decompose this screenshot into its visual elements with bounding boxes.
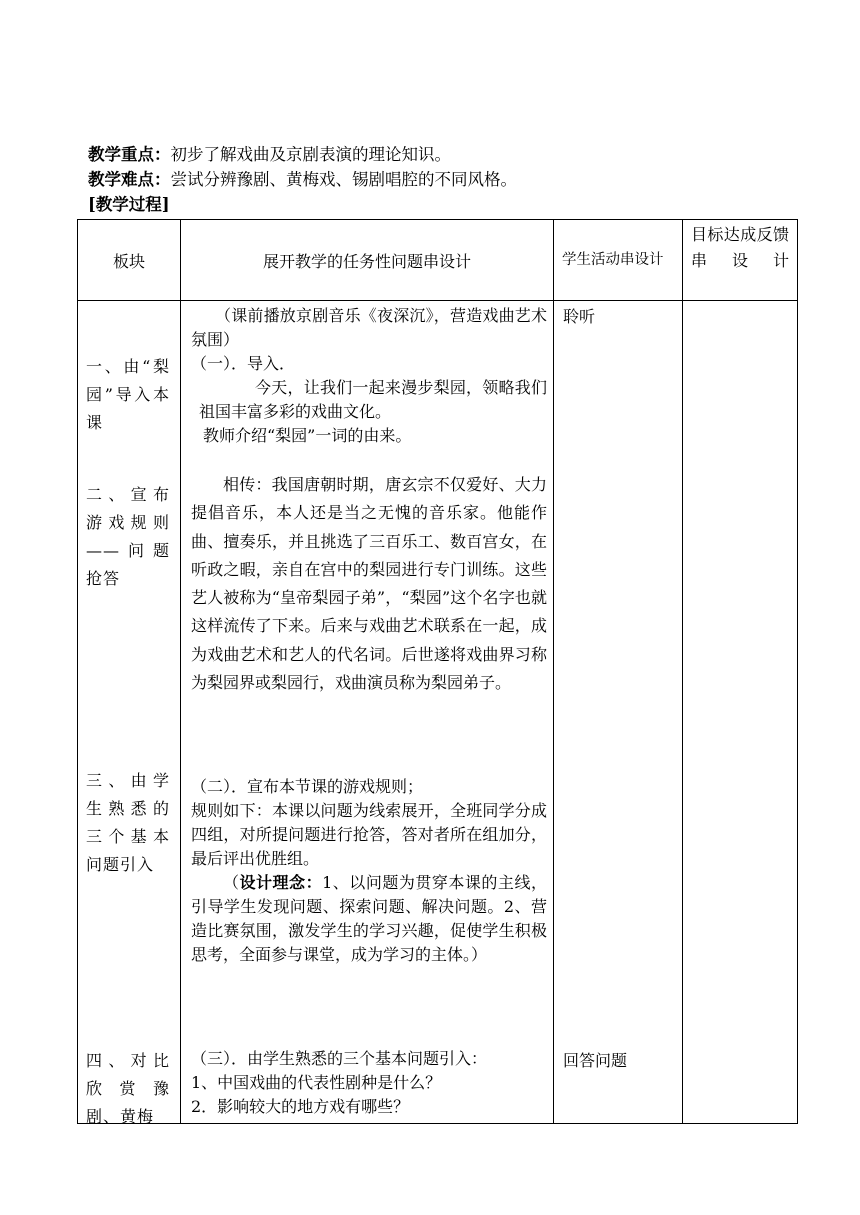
intro-text: 今天，让我们一起来漫步梨园，领略我们祖国丰富多彩的戏曲文化。	[199, 378, 547, 421]
header-student-activity: 学生活动串设计	[554, 220, 683, 301]
table-header-row	[78, 220, 798, 301]
section-2: 二、宣布游戏规则——问题抢答	[86, 485, 170, 588]
teaching-process-heading: [教学过程]	[88, 195, 170, 214]
task-design-column	[181, 301, 554, 1124]
difficulty-text: 尝试分辨豫剧、黄梅戏、锡剧唱腔的不同风格。	[170, 170, 517, 189]
rules-heading: （二）．宣布本节课的游戏规则；	[191, 777, 424, 796]
question-1: 1、中国戏曲的代表性剧种是什么？	[191, 1073, 442, 1092]
header-target-feedback: 目标达成反馈串设计	[683, 220, 798, 301]
teaching-difficulty	[88, 168, 517, 192]
activity-listen: 聆听	[563, 307, 596, 326]
section-1: 一、由“梨园”导入本课	[86, 357, 170, 432]
header-section: 板块	[78, 220, 181, 301]
key-text: 初步了解戏曲及京剧表演的理论知识。	[170, 145, 451, 164]
questions-heading: （三）．由学生熟悉的三个基本问题引入：	[191, 1049, 488, 1068]
intro-heading: （一）．导入．	[191, 354, 296, 373]
pear-garden-intro: 教师介绍“梨园”一词的由来。	[203, 426, 412, 445]
activity-answer: 回答问题	[563, 1051, 628, 1070]
pear-garden-story: 相传：我国唐朝时期，唐玄宗不仅爱好、大力提倡音乐，本人还是当之无愧的音乐家。他能作曲、擅奏乐，并且挑选了三百乐工、数百宫女，在听政之暇，亲自在宫中的梨园进行专门训练。这些艺人被称为“皇帝梨园子弟”，“梨园”这个名字也就这样流传了下来。后来与戏曲艺术联系在一起，成为戏曲艺术和艺人的代名词。后世遂将戏曲界习称为梨园界或梨园行，戏曲演员称为梨园弟子。	[191, 475, 547, 693]
section-3: 三、由学生熟悉的三个基本问题引入	[86, 771, 170, 874]
key-label: 教学重点：	[88, 145, 171, 164]
lesson-table	[77, 219, 798, 1124]
difficulty-label: 教学难点：	[88, 170, 171, 189]
teaching-key-point	[88, 143, 451, 167]
pre-class-note: （课前播放京剧音乐《夜深沉》，营造戏曲艺术氛围）	[191, 306, 547, 349]
table-row	[78, 301, 798, 1124]
section-4: 四、对比欣赏豫剧、黄梅	[86, 1051, 170, 1126]
design-concept-text: 1、以问题为贯穿本课的主线，引导学生发现问题、探索问题、解决问题。2、营造比赛氛围，激发学生的学习兴趣，促使学生积极思考，全面参与课堂，成为学习的主体。）	[191, 873, 547, 964]
section-column	[78, 301, 181, 1124]
rules-text: 规则如下：本课以问题为线索展开，全班同学分成四组，对所提问题进行抢答，答对者所在组加分，最后评出优胜组。	[191, 801, 547, 868]
design-concept-label: 设计理念：	[239, 873, 323, 892]
student-activity-column	[554, 301, 683, 1124]
target-feedback-column	[683, 301, 798, 1124]
question-2: 2．影响较大的地方戏有哪些？	[191, 1097, 410, 1116]
design-concept: （设计理念：1、以问题为贯穿本课的主线，引导学生发现问题、探索问题、解决问题。2、营造比赛氛围，激发学生的学习兴趣，促使学生积极思考，全面参与课堂，成为学习的主体。）	[191, 873, 547, 964]
header-task-design: 展开教学的任务性问题串设计	[181, 220, 554, 301]
